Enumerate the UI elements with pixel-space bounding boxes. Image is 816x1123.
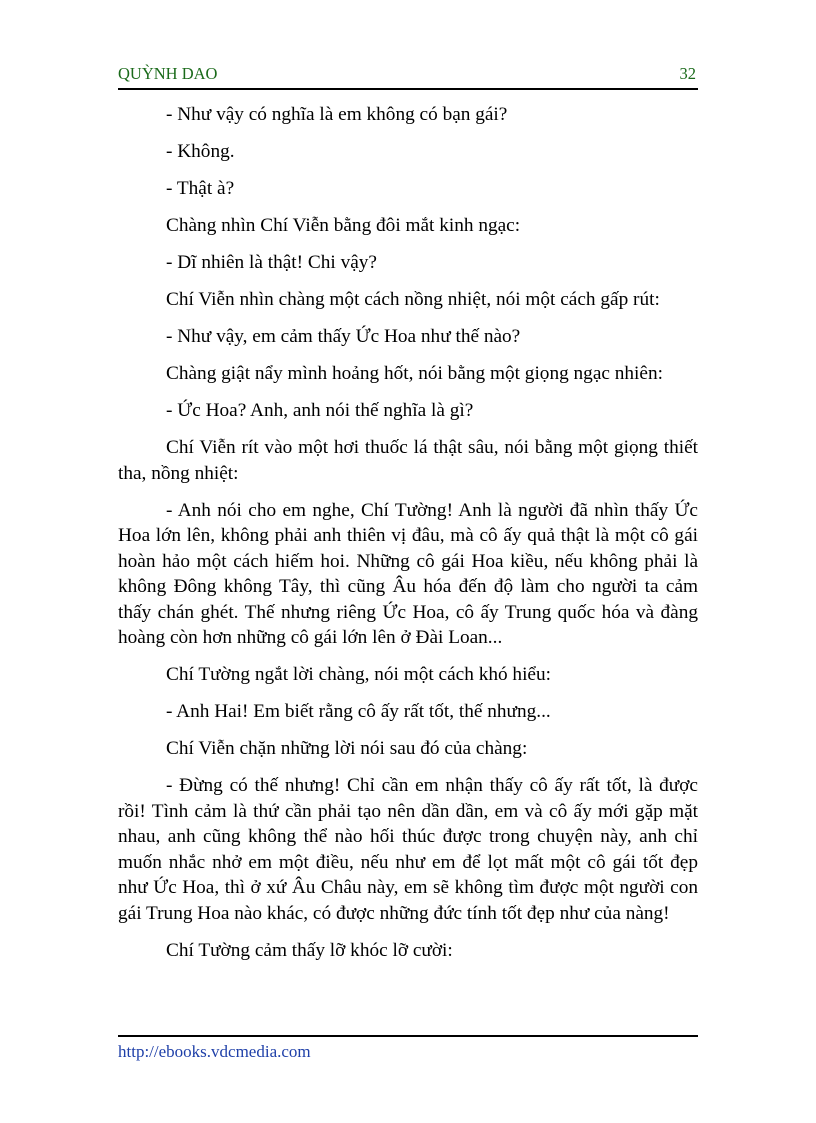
paragraph: - Dĩ nhiên là thật! Chi vậy? <box>166 252 377 273</box>
paragraph: - Đừng có thế nhưng! Chỉ cần em nhận thấy cô ấy rất tốt, là được rồi! Tình cảm là thứ cần phải tạo nên dần dần, em và cô ấy mới gặp mặt nhau, anh cũng không thể nào hối thúc được trong chuyện này, anh chỉ muốn nhắc nhở em một điều, nếu như em để lọt mất một cô gái tốt đẹp như Ức Hoa, thì ở xứ Âu Châu này, em sẽ không tìm được một người con gái Trung Hoa nào khác, có được những đức tính tốt đẹp như của nàng! <box>118 775 698 924</box>
paragraph: Chí Viễn chặn những lời nói sau đó của chàng: <box>166 738 528 759</box>
footer-url-link[interactable]: http://ebooks.vdcmedia.com <box>118 1042 311 1061</box>
paragraph: - Không. <box>166 141 235 162</box>
page-body <box>118 102 698 975</box>
paragraph: Chí Viễn rít vào một hơi thuốc lá thật sâu, nói bằng một giọng thiết tha, nồng nhiệt: <box>118 437 698 484</box>
paragraph: - Anh nói cho em nghe, Chí Tường! Anh là người đã nhìn thấy Ức Hoa lớn lên, không phải anh thiên vị đâu, mà cô ấy quả thật là một cô gái hoàn hảo một cách hiếm hoi. Những cô gái Hoa kiều, nếu không phải là không Đông không Tây, thì cũng Âu hóa đến độ làm cho người ta cảm thấy chán ghét. Thế nhưng riêng Ức Hoa, cô ấy Trung quốc hóa và đàng hoàng còn hơn những cô gái lớn lên ở Đài Loan... <box>118 499 698 648</box>
paragraph: - Như vậy, em cảm thấy Ức Hoa như thế nào? <box>166 326 521 347</box>
paragraph: - Thật à? <box>166 178 235 199</box>
paragraph: Chàng giật nẩy mình hoảng hốt, nói bằng một giọng ngạc nhiên: <box>166 363 663 384</box>
paragraph: Chí Tường cảm thấy lỡ khóc lỡ cười: <box>166 939 453 961</box>
paragraph: - Như vậy có nghĩa là em không có bạn gái? <box>166 104 508 125</box>
header-page-number: 32 <box>679 64 696 83</box>
paragraph: Chàng nhìn Chí Viễn bằng đôi mắt kinh ngạc: <box>166 215 521 236</box>
footer-divider <box>118 1035 698 1037</box>
page-header <box>118 62 698 90</box>
paragraph: - Ức Hoa? Anh, anh nói thế nghĩa là gì? <box>166 400 474 421</box>
paragraph: Chí Viễn nhìn chàng một cách nồng nhiệt, nói một cách gấp rút: <box>166 289 660 310</box>
paragraph: - Anh Hai! Em biết rằng cô ấy rất tốt, thế nhưng... <box>166 701 551 722</box>
header-author: QUỲNH DAO <box>118 64 218 83</box>
paragraph: Chí Tường ngắt lời chàng, nói một cách khó hiểu: <box>166 664 551 685</box>
